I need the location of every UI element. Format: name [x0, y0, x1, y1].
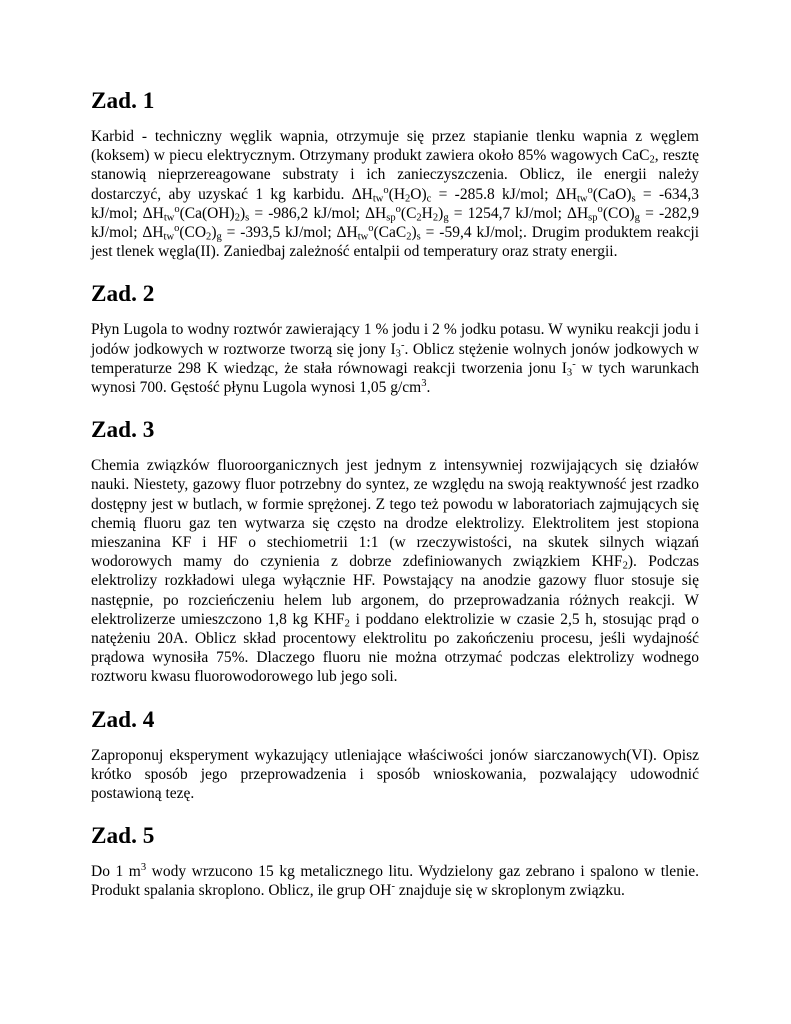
- text-run: (CO): [602, 204, 635, 222]
- text-run: Chemia związków fluoroorganicznych jest jednym z intensywniej rozwijających się działów nauki. Niestety, gazowy fluor potrzebny do syntez, ze względu na swoją reaktywność jest rzadko dostępny jest w butlach, w formie sprężonej. Z tego też powodu w laboratoriach zajmujących się chemią fluoru gaz ten wytwarza się często na drodze elektrolizy. Elektrolitem jest stopiona mieszanina KF i HF o stechiometrii 1:1 (w rzeczywistości, na skutek silnych wiązań wodorowych mamy do czynienia z dobrze zdefiniowanych związkiem KHF: [91, 457, 699, 571]
- superscript: o: [174, 204, 180, 216]
- task-5: [91, 823, 699, 900]
- superscript: o: [597, 204, 603, 216]
- subscript: tw: [372, 193, 384, 205]
- subscript: g: [443, 212, 449, 224]
- task-text: [91, 456, 699, 686]
- text-run: Zaproponuj eksperyment wykazujący utleniające właściwości jonów siarczanowych(VI). Opisz krótko sposób jego przeprowadzenia i sposób wnioskowania, pozwalający udowodnić postawioną tezę.: [91, 746, 699, 803]
- subscript: s: [631, 193, 636, 205]
- text-run: (Ca(OH): [179, 204, 235, 222]
- superscript: o: [395, 204, 401, 216]
- text-run: (CO: [179, 224, 207, 242]
- text-run: = 1254,7 kJ/mol; ΔH: [448, 204, 589, 222]
- subscript: sp: [588, 212, 598, 224]
- task-text: [91, 320, 699, 397]
- document-page: [91, 88, 700, 925]
- subscript: 3: [395, 348, 401, 360]
- superscript: o: [174, 223, 180, 235]
- superscript: o: [587, 184, 593, 196]
- text-run: = -393,5 kJ/mol; ΔH: [221, 224, 358, 242]
- text-run: ): [239, 204, 246, 222]
- subscript: 2: [649, 154, 655, 166]
- superscript: 3: [140, 862, 147, 874]
- text-run: i poddano elektrolizie w czasie 2,5 h, stosując prąd o natężeniu 20A. Oblicz skład procentowy elektrolitu po zakończeniu procesu, jeśli wydajność prądowa wynosiła 75%. Dlaczego fluoru nie można otrzymać podczas elektrolizy wodnego roztworu kwasu fluorowodorowego lub jego soli.: [91, 610, 699, 686]
- subscript: 2: [406, 231, 412, 243]
- text-run: = -634,3 kJ/mol; ΔH: [91, 185, 699, 222]
- text-run: . Oblicz stężenie wolnych jonów jodkowych w temperaturze 298 K wiedząc, że stała równowagi reakcji tworzenia jonu I: [91, 340, 699, 377]
- task-text: [91, 127, 699, 261]
- task-heading: Zad. 3: [91, 417, 155, 444]
- subscript: s: [245, 212, 250, 224]
- task-1: [91, 88, 700, 261]
- text-run: ): [211, 224, 217, 242]
- task-text: [91, 746, 699, 804]
- superscript: o: [368, 223, 374, 235]
- task-heading: Zad. 2: [91, 281, 155, 308]
- text-run: ): [438, 204, 444, 222]
- subscript: 2: [405, 193, 411, 205]
- text-run: .: [426, 379, 431, 397]
- subscript: g: [634, 212, 640, 224]
- text-run: Płyn Lugola to wodny roztwór zawierający 1 % jodu i 2 % jodku potasu. W wyniku reakcji jodu i jodów jodkowych w roztworze tworzą się jony I: [91, 321, 699, 358]
- subscript: 2: [206, 231, 212, 243]
- subscript: tw: [576, 193, 588, 205]
- task-text: [91, 862, 699, 900]
- subscript: 2: [432, 212, 439, 224]
- text-run: (CaO): [592, 185, 632, 203]
- text-run: = -282,9 kJ/mol; ΔH: [91, 204, 699, 242]
- text-run: znajduje się w skroplonym związku.: [395, 882, 625, 900]
- text-run: ). Podczas elektrolizy rozkładowi ulega wyłącznie HF. Powstający na anodzie gazowy fluor stosuje się następnie, po rozcieńczeniu helem lub argonem, do przeprowadzania różnych reakcji. W elektrolizerze umieszczono 1,8 kg KHF: [91, 553, 700, 628]
- task-heading: Zad. 1: [91, 88, 155, 114]
- text-run: (CaC: [373, 224, 407, 242]
- text-run: Do 1 m: [91, 863, 141, 881]
- subscript: 2: [344, 618, 350, 630]
- text-run: wody wrzucono 15 kg metalicznego litu. Wydzielony gaz zebrano i spalono w tlenie. Produkt spalania skroplono. Oblicz, ile grup OH: [91, 863, 699, 900]
- text-run: H: [421, 204, 433, 222]
- task-heading: Zad. 4: [91, 706, 155, 733]
- subscript: sp: [386, 212, 396, 224]
- text-run: Karbid - techniczny węglik wapnia, otrzymuje się przez stapianie tlenku wapnia z węglem (koksem) w piecu elektrycznym. Otrzymany produkt zawiera około 85% wagowych CaC: [91, 128, 699, 165]
- text-run: , resztę stanowią nieprzereagowane substraty i ich zanieczyszczenia. Oblicz, ile energii należy dostarczyć, aby uzyskać 1 kg karbidu. ΔH: [91, 147, 700, 203]
- subscript: g: [216, 231, 222, 243]
- task-heading: Zad. 5: [91, 823, 155, 850]
- subscript: tw: [163, 212, 175, 224]
- superscript: -: [391, 881, 395, 893]
- subscript: c: [426, 193, 432, 205]
- subscript: 2: [234, 212, 240, 224]
- text-run: ): [411, 224, 417, 242]
- subscript: tw: [163, 231, 175, 243]
- subscript: 3: [566, 367, 573, 379]
- subscript: s: [416, 231, 421, 243]
- subscript: 2: [622, 560, 628, 572]
- text-run: = -285.8 kJ/mol; ΔH: [431, 185, 577, 203]
- text-run: (H: [388, 185, 406, 203]
- superscript: -: [400, 339, 405, 351]
- superscript: -: [572, 359, 576, 371]
- text-run: = -59,4 kJ/mol;. Drugim produktem reakcji jest tlenek węgla(II). Zaniedbaj zależność entalpii od temperatury oraz straty energii.: [91, 224, 699, 261]
- task-4: [91, 706, 699, 804]
- subscript: tw: [357, 231, 369, 243]
- superscript: o: [383, 184, 389, 196]
- text-run: (C: [400, 204, 417, 222]
- text-run: O): [410, 185, 427, 203]
- text-run: = -986,2 kJ/mol; ΔH: [249, 204, 387, 222]
- task-2: [91, 281, 699, 397]
- text-run: w tych warunkach wynosi 700. Gęstość płynu Lugola wynosi 1,05 g/cm: [91, 359, 699, 397]
- subscript: 2: [416, 212, 422, 224]
- superscript: 3: [421, 378, 427, 390]
- task-3: [91, 417, 700, 686]
